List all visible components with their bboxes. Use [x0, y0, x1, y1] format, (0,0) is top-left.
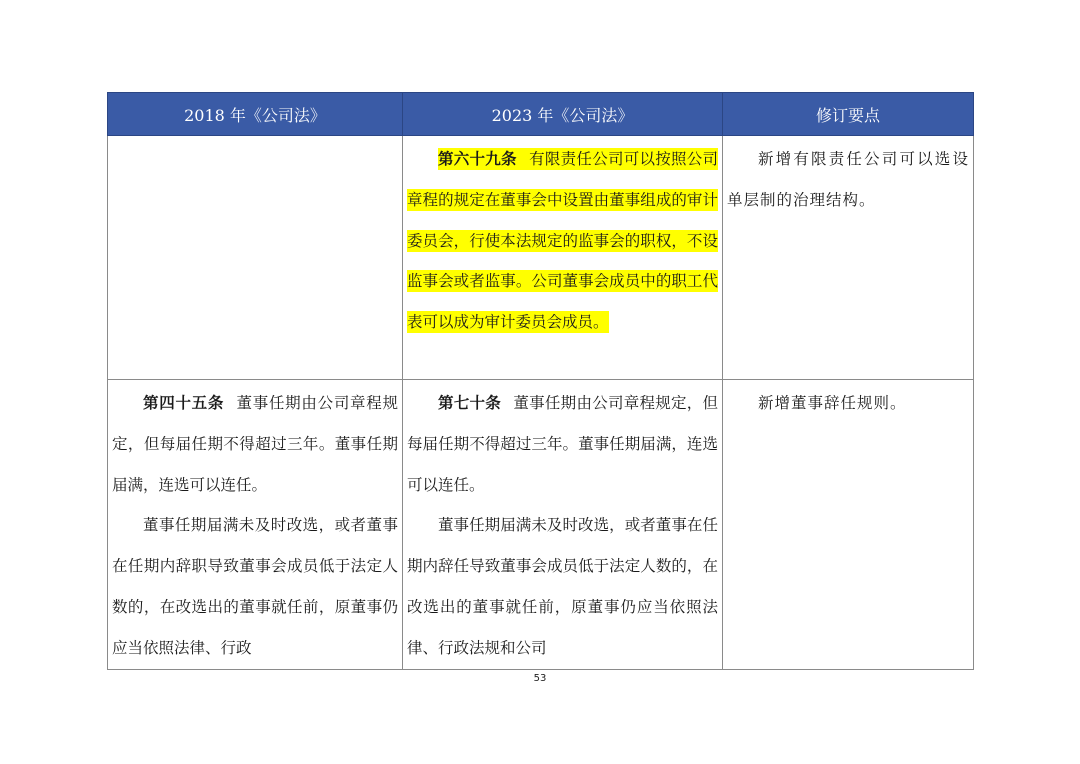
old-law-cell-empty	[108, 136, 403, 380]
article-text: 董事任期由公司章程规定，但每届任期不得超过三年。董事任期届满，连选可以连任。	[407, 394, 718, 494]
new-law-cell	[403, 380, 723, 670]
table-row	[108, 136, 974, 380]
article-70-paragraph-2: 董事任期届满未及时改选，或者董事在任期内辞任导致董事会成员低于法定人数的，在改选出的董事就任前，原董事仍应当依照法律、行政法规和公司	[407, 516, 718, 657]
article-number: 第六十九条	[438, 149, 517, 168]
revision-note: 新增有限责任公司可以选设单层制的治理结构。	[727, 150, 969, 209]
article-text: 有限责任公司可以按照公司章程的规定在董事会中设置由董事组成的审计委员会，行使本法规定的监事会的职权，不设监事会或者监事。公司董事会成员中的职工代表可以成为审计委员会成员。	[407, 150, 718, 332]
article-number: 第七十条	[438, 393, 502, 412]
article-number: 第四十五条	[143, 393, 225, 412]
header-2018-law: 2018 年《公司法》	[108, 93, 403, 136]
comparison-table	[107, 92, 974, 670]
highlight-mark	[407, 148, 718, 333]
revision-note-cell	[723, 136, 974, 380]
article-69-paragraph	[407, 139, 718, 343]
revision-note: 新增董事辞任规则。	[758, 394, 907, 412]
new-law-cell	[403, 136, 723, 380]
old-law-cell	[108, 380, 403, 670]
page-number: 53	[533, 673, 547, 684]
header-2023-law: 2023 年《公司法》	[403, 93, 723, 136]
article-70-paragraph-1	[407, 383, 718, 505]
article-45-paragraph-2: 董事任期届满未及时改选，或者董事在任期内辞职导致董事会成员低于法定人数的，在改选出的董事就任前，原董事仍应当依照法律、行政	[112, 516, 398, 657]
article-45-paragraph-1	[112, 383, 398, 505]
table-header-row	[108, 93, 974, 136]
header-revision-points: 修订要点	[723, 93, 974, 136]
revision-note-cell	[723, 380, 974, 670]
article-text: 董事任期由公司章程规定，但每届任期不得超过三年。董事任期届满，连选可以连任。	[112, 394, 398, 494]
table-row	[108, 380, 974, 670]
